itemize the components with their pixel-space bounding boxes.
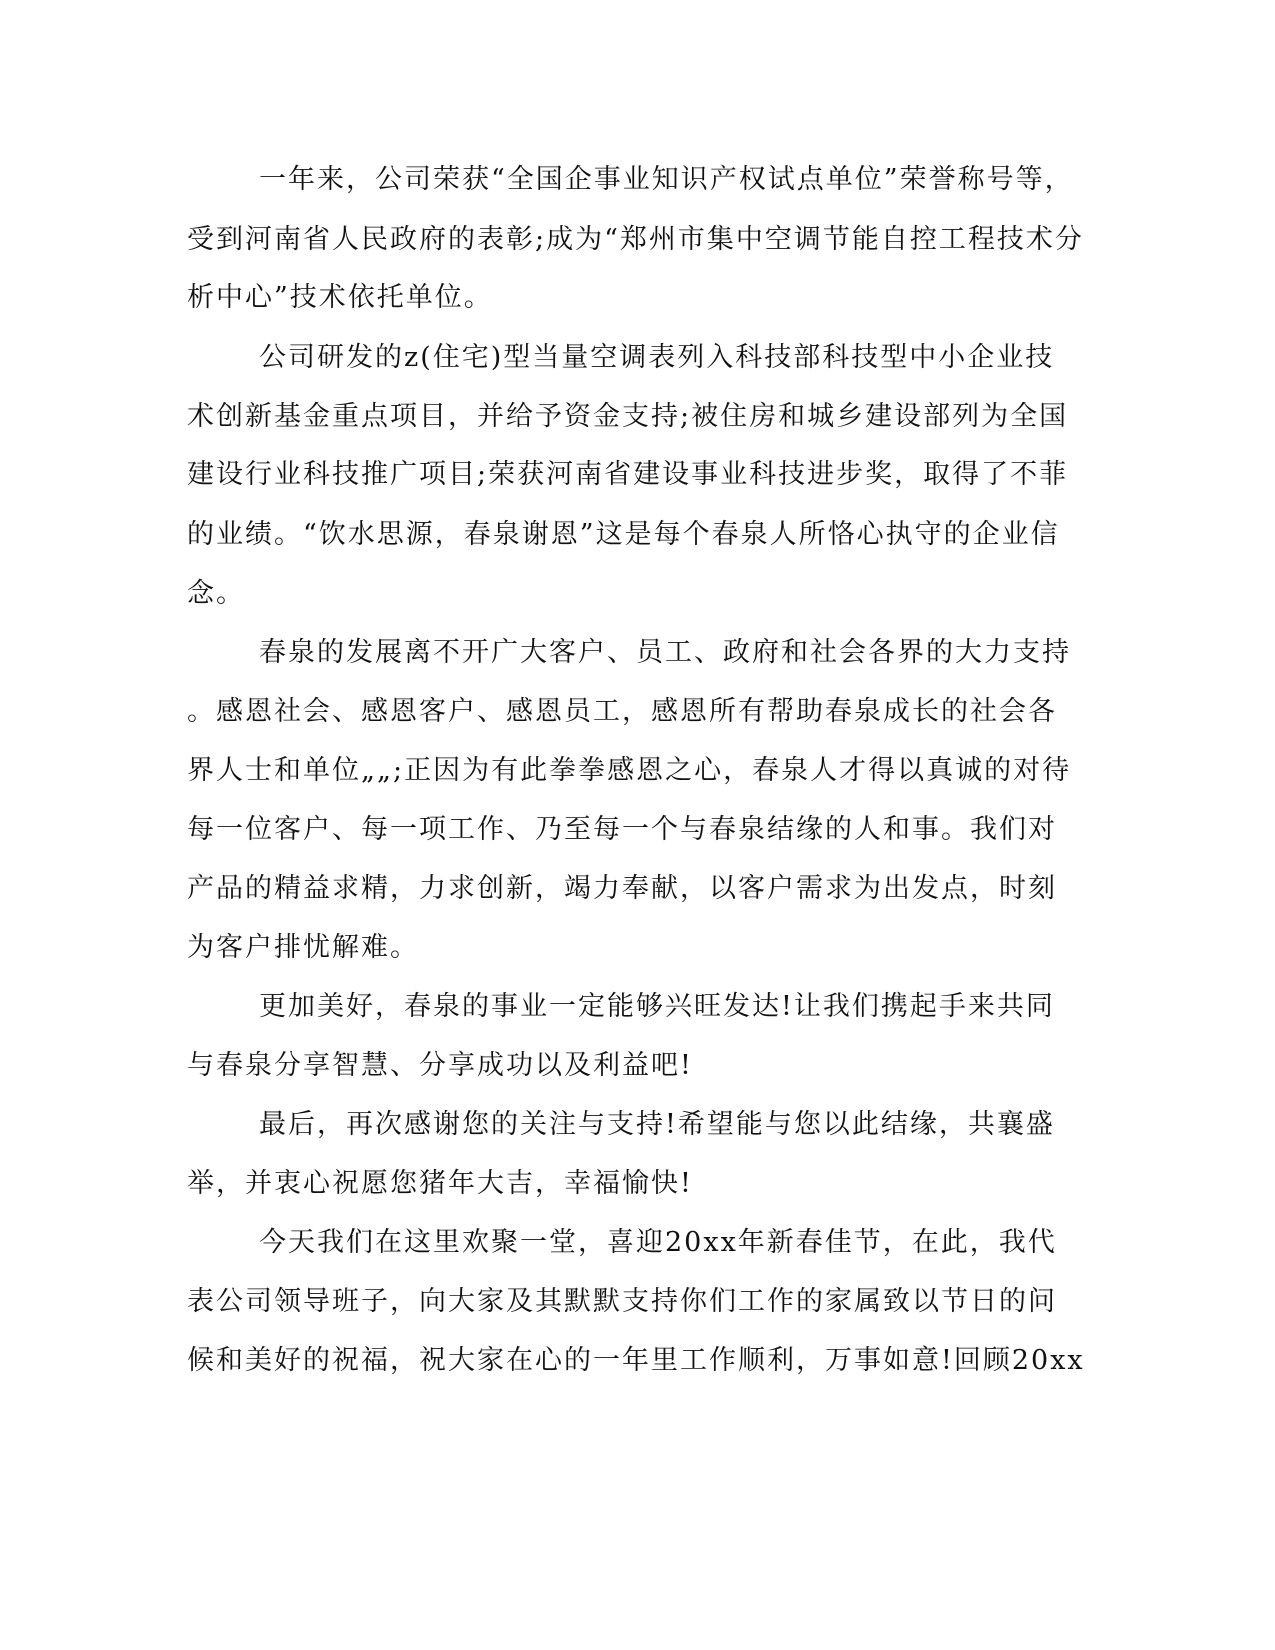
text-line: 每一位客户、每一项工作、乃至每一个与春泉结缘的人和事。我们对 [187, 814, 1057, 845]
text-line: 建设行业科技推广项目;荣获河南省建设事业科技进步奖，取得了不菲 [187, 459, 1069, 490]
text-line: 春泉的发展离不开广大客户、员工、政府和社会各界的大力支持 [259, 637, 1071, 668]
text-line: 举，并衷心祝愿您猪年大吉，幸福愉快! [187, 1168, 693, 1199]
text-line: 候和美好的祝福，祝大家在心的一年里工作顺利，万事如意!回顾20xx [187, 1345, 1085, 1376]
text-line: 一年来，公司荣获“全国企事业知识产权试点单位”荣誉称号等， [259, 164, 1074, 195]
text-line: 受到河南省人民政府的表彰;成为“郑州市集中空调节能自控工程技术分 [187, 224, 1084, 255]
text-line: 为客户排忧解难。 [187, 932, 419, 963]
text-line: 的业绩。“饮水思源，春泉谢恩”这是每个春泉人所恪心执守的企业信 [187, 519, 1060, 550]
text-line: 最后，再次感谢您的关注与支持!希望能与您以此结缘，共襄盛 [259, 1109, 1055, 1140]
text-line: 今天我们在这里欢聚一堂，喜迎20xx年新春佳节，在此，我代 [259, 1227, 1057, 1258]
text-line: 产品的精益求精，力求创新，竭力奉献，以客户需求为出发点，时刻 [187, 873, 1057, 904]
text-line: 公司研发的z(住宅)型当量空调表列入科技部科技型中小企业技 [259, 342, 1055, 373]
text-line: 术创新基金重点项目，并给予资金支持;被住房和城乡建设部列为全国 [187, 401, 1069, 432]
text-line: 界人士和单位„„;正因为有此拳拳感恩之心，春泉人才得以真诚的对待 [187, 755, 1072, 786]
text-line: 念。 [187, 578, 245, 609]
text-line: 与春泉分享智慧、分享成功以及利益吧! [187, 1050, 693, 1081]
text-line: 表公司领导班子，向大家及其默默支持你们工作的家属致以节日的问 [187, 1286, 1057, 1317]
text-line: 。感恩社会、感恩客户、感恩员工，感恩所有帮助春泉成长的社会各 [187, 696, 1057, 727]
text-line: 析中心”技术依托单位。 [187, 282, 493, 313]
text-line: 更加美好，春泉的事业一定能够兴旺发达!让我们携起手来共同 [259, 991, 1055, 1022]
